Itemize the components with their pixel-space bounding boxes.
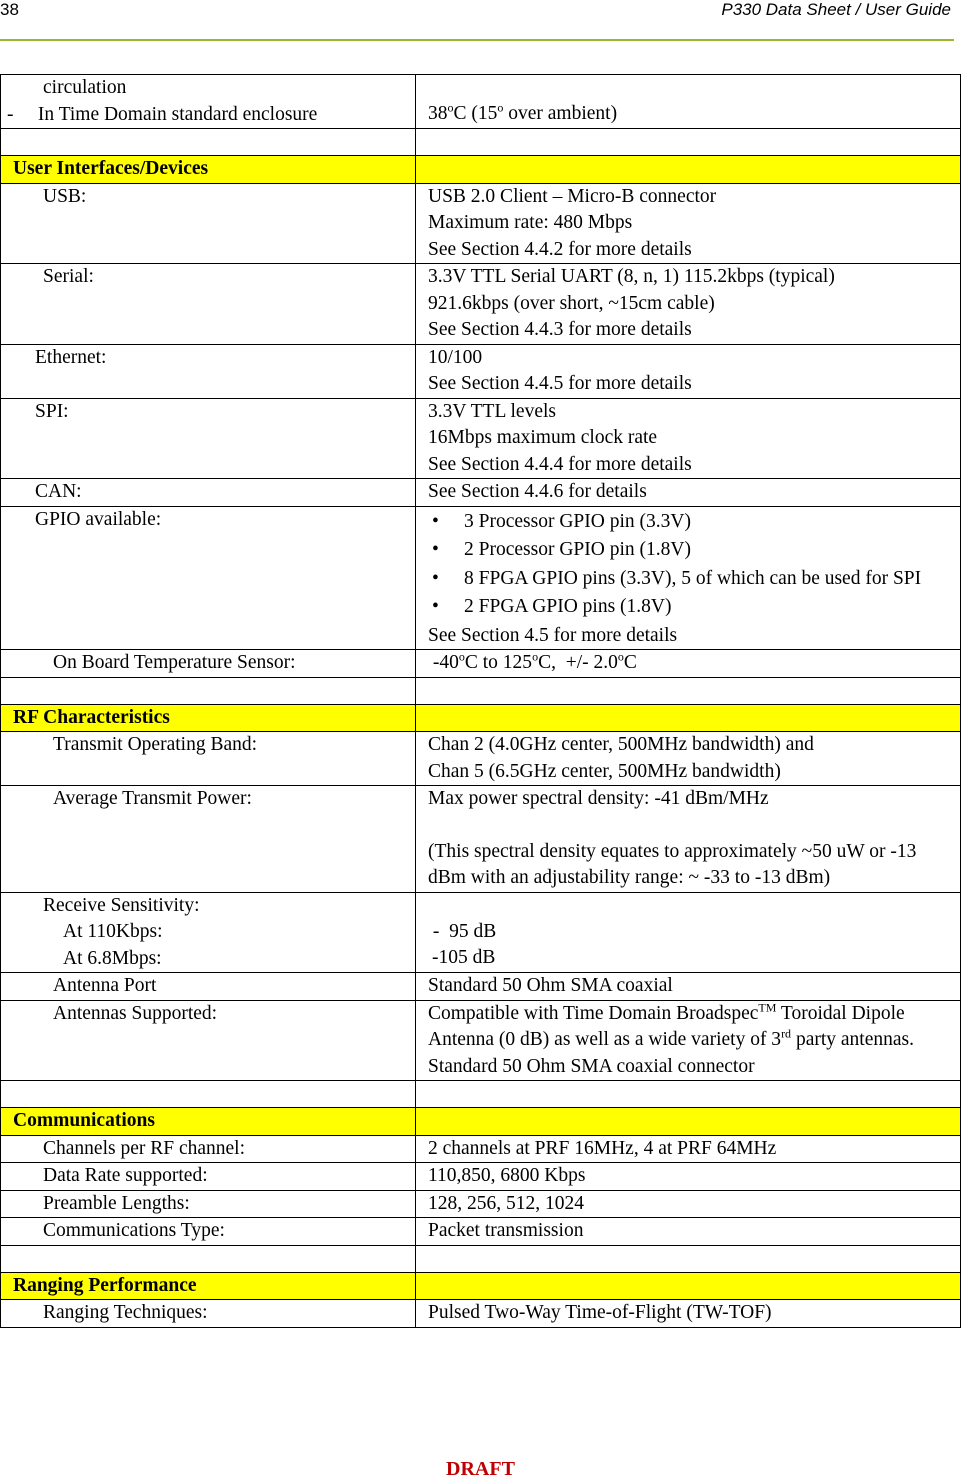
- draft-watermark: DRAFT: [446, 1458, 515, 1480]
- row-label: SPI:: [35, 400, 69, 422]
- section-title: User Interfaces/Devices: [1, 156, 416, 184]
- table-row: [1, 1000, 961, 1081]
- section-title: Communications: [1, 1108, 416, 1136]
- row-label: Serial:: [43, 266, 94, 287]
- row-label: circulation: [43, 77, 127, 98]
- table-row: [1, 264, 961, 345]
- section-row-communications: [1, 1108, 961, 1136]
- row-value: See Section 4.4.3 for more details: [428, 319, 692, 340]
- table-row: [1, 786, 961, 893]
- row-value: -40$^o$C to 125$^o$C, +/- 2.0$^o$C: [428, 649, 637, 673]
- blank-row: [1, 677, 961, 704]
- row-value: Chan 5 (6.5GHz center, 500MHz bandwidth): [428, 760, 781, 782]
- row-value: 3.3V TTL levels: [428, 400, 556, 422]
- section-row-ranging: [1, 1272, 961, 1300]
- row-value: See Section 4.5 for more details: [428, 624, 678, 646]
- row-value: 110,850, 6800 Kbps: [428, 1165, 586, 1186]
- row-label: GPIO available:: [35, 508, 162, 530]
- row-label: CAN:: [35, 481, 82, 502]
- table-row: [1, 506, 961, 650]
- row-value: Pulsed Two-Way Time-of-Flight (TW-TOF): [428, 1302, 772, 1323]
- blank-row: [1, 1081, 961, 1108]
- list-item: • 3 Processor GPIO pin (3.3V): [428, 509, 956, 536]
- table-row: [1, 1300, 961, 1328]
- list-item: • 2 FPGA GPIO pins (1.8V): [428, 594, 956, 621]
- row-label: USB:: [43, 185, 87, 207]
- row-value: 16Mbps maximum clock rate: [428, 427, 658, 448]
- row-label: Average Transmit Power:: [53, 788, 252, 809]
- row-label: On Board Temperature Sensor:: [53, 652, 296, 673]
- section-title: RF Characteristics: [1, 704, 416, 732]
- row-value: 3.3V TTL Serial UART (8, n, 1) 115.2kbps (typical): [428, 266, 835, 287]
- row-value: 38$^o$C (15$^o$ over ambient): [428, 100, 618, 124]
- row-label: Preamble Lengths:: [43, 1192, 190, 1214]
- table-row: [1, 1218, 961, 1246]
- table-row: [1, 398, 961, 479]
- section-title: Ranging Performance: [1, 1272, 416, 1300]
- blank-row: [1, 1245, 961, 1272]
- bullet-icon: •: [432, 539, 439, 560]
- list-item: • 8 FPGA GPIO pins (3.3V), 5 of which can be used for SPI: [428, 566, 956, 593]
- bullet-icon: •: [432, 510, 439, 532]
- row-value: -105 dB: [432, 947, 496, 968]
- table-row: [1, 75, 961, 129]
- row-value: (This spectral density equates to approximately ~50 uW or -13 dBm with an adjustability range: ~ -33 to -13 dBm): [428, 840, 917, 888]
- gpio-list: [428, 509, 956, 621]
- row-label: - In Time Domain standard enclosure: [7, 103, 318, 125]
- row-label: Ethernet:: [35, 346, 107, 368]
- row-label: Transmit Operating Band:: [53, 734, 258, 755]
- row-value: 2 channels at PRF 16MHz, 4 at PRF 64MHz: [428, 1137, 777, 1159]
- row-value: See Section 4.4.2 for more details: [428, 238, 692, 260]
- row-value: See Section 4.4.5 for more details: [428, 373, 692, 394]
- row-label: Data Rate supported:: [43, 1165, 208, 1186]
- row-value: Chan 2 (4.0GHz center, 500MHz bandwidth) and: [428, 734, 814, 755]
- list-item: • 2 Processor GPIO pin (1.8V): [428, 537, 956, 564]
- table-row: [1, 732, 961, 786]
- row-value: Packet transmission: [428, 1220, 584, 1241]
- table-row: [1, 1163, 961, 1191]
- row-sublabel: At 6.8Mbps:: [63, 947, 162, 969]
- header-rule: [0, 39, 954, 41]
- table-row: [1, 973, 961, 1001]
- table-row: [1, 650, 961, 678]
- row-label: Antennas Supported:: [53, 1002, 218, 1024]
- row-label: Receive Sensitivity:: [43, 894, 200, 916]
- document-title: P330 Data Sheet / User Guide: [721, 0, 951, 19]
- row-value: Standard 50 Ohm SMA coaxial: [428, 975, 673, 996]
- spec-table: [0, 74, 961, 1328]
- bullet-icon: •: [432, 596, 439, 617]
- row-value: USB 2.0 Client – Micro-B connector: [428, 185, 717, 207]
- table-row: [1, 344, 961, 398]
- row-label: Communications Type:: [43, 1220, 225, 1241]
- bullet-icon: •: [432, 567, 439, 589]
- row-value: Max power spectral density: -41 dBm/MHz: [428, 788, 769, 809]
- row-sublabel: At 110Kbps:: [63, 921, 163, 942]
- table-row: [1, 892, 961, 973]
- row-value: Maximum rate: 480 Mbps: [428, 212, 633, 233]
- section-row-rf: [1, 704, 961, 732]
- row-value: 128, 256, 512, 1024: [428, 1192, 584, 1214]
- row-value: 921.6kbps (over short, ~15cm cable): [428, 292, 715, 314]
- section-row-user-interfaces: [1, 156, 961, 184]
- page-number: 38: [0, 0, 19, 19]
- row-value: 10/100: [428, 346, 483, 368]
- row-value: Compatible with Time Domain Broadspec™ Toroidal Dipole Antenna (0 dB) as well as a wide variety of 3rd party antennas. Standard 50 Ohm SMA coaxial connector: [428, 1000, 914, 1077]
- row-value: See Section 4.4.4 for more details: [428, 453, 692, 475]
- row-value: See Section 4.4.6 for details: [428, 481, 647, 502]
- row-value: - 95 dB: [428, 920, 497, 942]
- blank-row: [1, 129, 961, 156]
- page-header: [0, 0, 961, 40]
- table-row: [1, 479, 961, 507]
- table-row: [1, 1190, 961, 1218]
- table-row: [1, 183, 961, 264]
- row-label: Antenna Port: [53, 975, 157, 996]
- row-label: Channels per RF channel:: [43, 1137, 245, 1159]
- table-row: [1, 1135, 961, 1163]
- row-label: Ranging Techniques:: [43, 1302, 208, 1323]
